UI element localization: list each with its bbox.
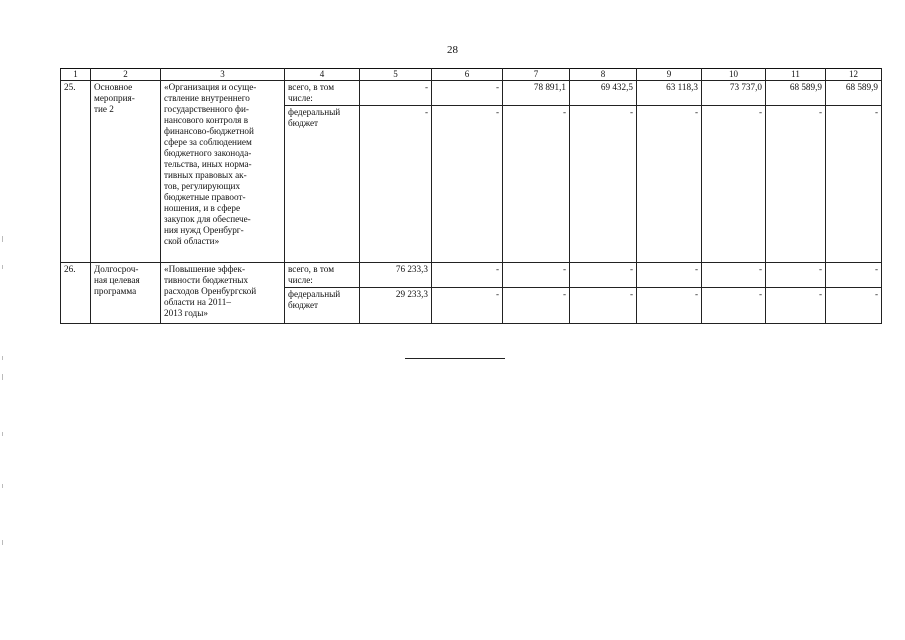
scan-mark — [2, 265, 3, 269]
value-cell: - — [432, 263, 503, 288]
value-cell: - — [766, 263, 826, 288]
value-cell: - — [766, 106, 826, 263]
scan-mark — [2, 432, 3, 436]
value-cell: 69 432,5 — [570, 81, 637, 106]
value-cell: - — [766, 288, 826, 324]
column-header: 2 — [91, 69, 161, 81]
value-cell: - — [702, 288, 766, 324]
row-type: Долгосроч- ная целевая программа — [91, 263, 161, 324]
value-cell: - — [637, 106, 702, 263]
column-header: 3 — [161, 69, 285, 81]
scan-mark — [2, 356, 3, 360]
column-header: 12 — [826, 69, 882, 81]
value-cell: 68 589,9 — [766, 81, 826, 106]
value-cell: 68 589,9 — [826, 81, 882, 106]
table-row — [61, 81, 882, 106]
value-cell: - — [702, 106, 766, 263]
column-header: 5 — [360, 69, 432, 81]
column-header: 7 — [503, 69, 570, 81]
column-header: 9 — [637, 69, 702, 81]
value-cell: - — [432, 81, 503, 106]
value-cell: - — [570, 106, 637, 263]
value-cell: - — [826, 106, 882, 263]
scan-mark — [2, 374, 3, 380]
column-header: 1 — [61, 69, 91, 81]
row-title: «Организация и осуще- ствление внутреннего государственного фи- нансового контроля в финансово-бюджетной сфере за соблюдением бюджетного законода- тельства, иных норма- тивных правовых ак- тов, регулирующих бюджетные правоот- ношения, и в сфере закупок для обеспече- ния нужд Оренбург- ской области» — [161, 81, 285, 263]
separator-line — [405, 358, 505, 359]
value-cell: - — [637, 288, 702, 324]
column-header: 6 — [432, 69, 503, 81]
row-number: 26. — [61, 263, 91, 324]
page-number: 28 — [447, 44, 458, 56]
value-cell: - — [503, 263, 570, 288]
header-row — [61, 69, 882, 81]
value-cell: - — [360, 81, 432, 106]
value-cell: - — [570, 288, 637, 324]
funding-label: всего, в том числе: — [285, 81, 360, 106]
value-cell: - — [503, 288, 570, 324]
value-cell: - — [702, 263, 766, 288]
value-cell: 76 233,3 — [360, 263, 432, 288]
column-header: 11 — [766, 69, 826, 81]
funding-label: федеральный бюджет — [285, 288, 360, 324]
row-type: Основное мероприя- тие 2 — [91, 81, 161, 263]
scan-mark — [2, 236, 3, 242]
funding-label: федеральный бюджет — [285, 106, 360, 263]
value-cell: - — [360, 106, 432, 263]
table-row — [61, 263, 882, 288]
column-header: 4 — [285, 69, 360, 81]
column-header: 10 — [702, 69, 766, 81]
budget-table — [60, 68, 882, 324]
value-cell: - — [570, 263, 637, 288]
scan-mark — [2, 540, 3, 545]
value-cell: 63 118,3 — [637, 81, 702, 106]
value-cell: - — [826, 263, 882, 288]
value-cell: - — [432, 106, 503, 263]
value-cell: 29 233,3 — [360, 288, 432, 324]
row-number: 25. — [61, 81, 91, 263]
value-cell: - — [503, 106, 570, 263]
scan-mark — [2, 484, 3, 488]
column-header: 8 — [570, 69, 637, 81]
funding-label: всего, в том числе: — [285, 263, 360, 288]
value-cell: - — [826, 288, 882, 324]
row-title: «Повышение эффек- тивности бюджетных расходов Оренбургской области на 2011– 2013 годы» — [161, 263, 285, 324]
value-cell: 78 891,1 — [503, 81, 570, 106]
value-cell: - — [637, 263, 702, 288]
value-cell: - — [432, 288, 503, 324]
value-cell: 73 737,0 — [702, 81, 766, 106]
